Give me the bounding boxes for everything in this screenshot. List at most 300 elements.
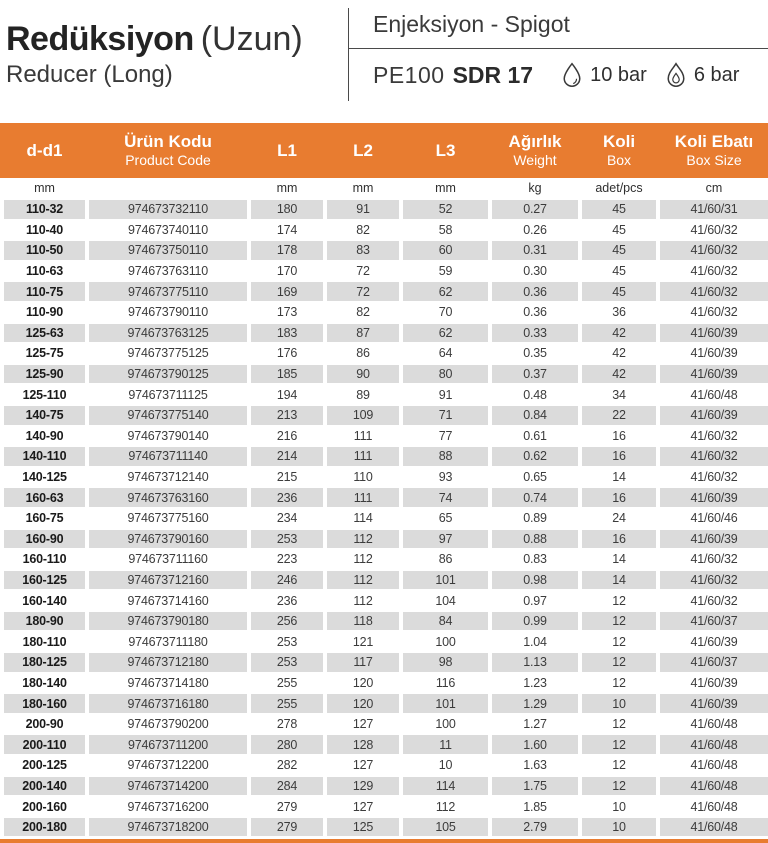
table-row	[0, 530, 768, 549]
table-cell: 112	[353, 593, 373, 608]
unit-cell: mm	[435, 181, 456, 195]
table-cell: 41/60/39	[660, 694, 768, 713]
table-row	[0, 571, 768, 590]
table-cell: 41/60/39	[660, 365, 768, 384]
table-cell: 213	[251, 406, 323, 425]
size-cell: 125-110	[22, 387, 67, 402]
table-cell: 974673711140	[89, 447, 247, 466]
table-cell: 62	[403, 282, 488, 301]
size-cell: 140-75	[4, 406, 85, 425]
page-title	[6, 20, 303, 58]
table-cell: 86	[356, 346, 370, 361]
size-cell: 180-110	[22, 634, 67, 649]
size-cell: 160-75	[25, 511, 64, 526]
table-cell: 41/60/37	[660, 653, 768, 672]
table-cell: 41/60/48	[690, 799, 738, 814]
table-cell: 974673712160	[89, 571, 247, 590]
table-cell: 45	[582, 241, 656, 260]
table-cell: 974673711160	[128, 552, 208, 567]
table-cell: 116	[435, 675, 456, 690]
table-cell: 974673711125	[128, 387, 208, 402]
col-label: L1	[277, 140, 297, 160]
table-cell: 974673790180	[89, 612, 247, 631]
unit-cell: kg	[528, 181, 542, 195]
table-cell: 1.04	[523, 634, 547, 649]
table-cell: 0.48	[523, 387, 547, 402]
table-cell: 0.36	[492, 282, 578, 301]
table-cell: 104	[435, 593, 456, 608]
table-cell: 12	[612, 634, 626, 649]
unit-cell: cm	[705, 181, 723, 195]
table-cell: 0.88	[492, 530, 578, 549]
table-cell: 42	[582, 365, 656, 384]
col-header-box	[582, 123, 656, 178]
table-cell: 16	[582, 447, 656, 466]
table-cell: 97	[403, 530, 488, 549]
table-body	[0, 198, 768, 838]
col-label: Koli Ebatı	[674, 132, 754, 151]
table-cell: 117	[327, 653, 399, 672]
table-cell: 974673712140	[127, 470, 209, 485]
table-cell: 253	[276, 634, 298, 649]
table-row	[0, 550, 768, 569]
table-cell: 59	[438, 264, 453, 279]
table-cell: 0.83	[523, 552, 547, 567]
table-cell: 16	[582, 530, 656, 549]
table-cell: 34	[612, 387, 626, 402]
table-cell: 974673716180	[89, 694, 247, 713]
table-cell: 41/60/32	[690, 428, 738, 443]
table-row	[0, 674, 768, 693]
table-cell: 41/60/37	[660, 612, 768, 631]
table-cell: 60	[403, 241, 488, 260]
table-cell: 45	[612, 264, 626, 279]
table-row	[0, 756, 768, 775]
table-row	[0, 612, 768, 631]
table-row	[0, 591, 768, 610]
table-cell: 255	[251, 694, 323, 713]
table-cell: 91	[327, 200, 399, 219]
table-cell: 42	[582, 324, 656, 343]
table-cell: 120	[327, 694, 399, 713]
table-cell: 14	[612, 552, 626, 567]
table-cell: 176	[276, 346, 298, 361]
table-cell: 974673775125	[127, 346, 209, 361]
unit-cell: adet/pcs	[595, 181, 643, 195]
size-cell: 160-125	[4, 571, 85, 590]
table-cell: 16	[612, 428, 626, 443]
table-cell: 112	[353, 552, 373, 567]
table-cell: 284	[251, 777, 323, 796]
table-cell: 974673763110	[127, 264, 209, 279]
table-cell: 2.79	[492, 818, 578, 837]
table-cell: 114	[353, 511, 373, 526]
table-cell: 974673763125	[89, 324, 247, 343]
page-header	[0, 0, 768, 123]
table-cell: 974673714180	[127, 675, 209, 690]
table-cell: 105	[403, 818, 488, 837]
table-cell: 12	[582, 735, 656, 754]
table-cell: 90	[327, 365, 399, 384]
table-cell: 14	[582, 571, 656, 590]
table-row	[0, 509, 768, 528]
table-cell: 64	[438, 346, 453, 361]
table-cell: 112	[327, 530, 399, 549]
size-cell: 140-125	[22, 470, 67, 485]
table-row	[0, 653, 768, 672]
table-row	[0, 735, 768, 754]
table-cell: 100	[435, 717, 456, 732]
table-cell: 127	[352, 717, 374, 732]
water-rating-value: 10 bar	[590, 63, 647, 86]
table-cell: 125	[327, 818, 399, 837]
table-row	[0, 262, 768, 281]
table-cell: 12	[612, 593, 626, 608]
connection-type: Enjeksiyon - Spigot	[373, 10, 570, 37]
table-cell: 0.74	[492, 488, 578, 507]
table-cell: 0.99	[492, 612, 578, 631]
sdr-label: SDR 17	[452, 61, 534, 88]
table-cell: 41/60/48	[690, 758, 738, 773]
col-sublabel: Weight	[513, 152, 557, 168]
size-cell: 125-90	[4, 365, 85, 384]
table-cell: 98	[403, 653, 488, 672]
table-cell: 974673714160	[127, 593, 209, 608]
size-cell: 160-90	[4, 530, 85, 549]
col-label: Koli	[602, 132, 636, 151]
table-cell: 974673775110	[89, 282, 247, 301]
table-row	[0, 221, 768, 240]
table-cell: 216	[276, 428, 298, 443]
table-cell: 70	[438, 305, 453, 320]
table-cell: 101	[403, 694, 488, 713]
table-cell: 0.97	[523, 593, 547, 608]
table-cell: 45	[582, 200, 656, 219]
table-cell: 246	[251, 571, 323, 590]
table-cell: 1.75	[492, 777, 578, 796]
table-cell: 41/60/32	[660, 447, 768, 466]
table-cell: 111	[327, 447, 399, 466]
table-cell: 256	[251, 612, 323, 631]
table-cell: 0.98	[492, 571, 578, 590]
table-header-band	[0, 123, 768, 178]
table-cell: 10	[612, 799, 626, 814]
table-cell: 173	[276, 305, 298, 320]
col-header-weight	[492, 123, 578, 178]
table-cell: 278	[276, 717, 298, 732]
table-row	[0, 241, 768, 260]
table-cell: 974673716200	[127, 799, 209, 814]
table-cell: 77	[438, 428, 453, 443]
col-sublabel: Box Size	[686, 152, 742, 168]
table-row	[0, 406, 768, 425]
size-cell: 200-160	[22, 799, 67, 814]
gas-rating-value: 6 bar	[693, 63, 740, 86]
page-subtitle: Reducer (Long)	[6, 61, 173, 88]
table-cell: 185	[251, 365, 323, 384]
table-cell: 12	[582, 777, 656, 796]
table-cell: 91	[438, 387, 453, 402]
size-cell: 110-50	[4, 241, 85, 260]
table-cell: 41/60/39	[660, 530, 768, 549]
table-cell: 128	[327, 735, 399, 754]
table-row	[0, 777, 768, 796]
size-cell: 200-110	[4, 735, 85, 754]
table-cell: 127	[352, 758, 374, 773]
table-cell: 974673790160	[89, 530, 247, 549]
table-cell: 65	[438, 511, 453, 526]
table-cell: 41/60/39	[660, 406, 768, 425]
table-cell: 62	[403, 324, 488, 343]
table-cell: 41/60/48	[690, 717, 738, 732]
table-cell: 12	[612, 675, 626, 690]
unit-cell: mm	[34, 181, 55, 195]
table-cell: 974673718200	[89, 818, 247, 837]
table-cell: 93	[438, 470, 453, 485]
table-cell: 41/60/32	[660, 282, 768, 301]
table-cell: 41/60/39	[660, 324, 768, 343]
table-cell: 10	[582, 694, 656, 713]
table-cell: 1.85	[523, 799, 547, 814]
table-cell: 974673732110	[89, 200, 247, 219]
table-cell: 41/60/32	[690, 222, 738, 237]
bottom-accent-bar	[0, 839, 768, 843]
table-cell: 41/60/39	[690, 675, 738, 690]
table-cell: 0.37	[492, 365, 578, 384]
table-cell: 280	[251, 735, 323, 754]
size-cell: 110-90	[25, 305, 64, 320]
table-cell: 0.26	[523, 222, 547, 237]
table-cell: 974673790125	[89, 365, 247, 384]
table-cell: 16	[582, 488, 656, 507]
table-cell: 1.29	[492, 694, 578, 713]
table-row	[0, 632, 768, 651]
table-cell: 253	[251, 653, 323, 672]
table-cell: 174	[276, 222, 298, 237]
table-cell: 0.89	[523, 511, 547, 526]
table-cell: 170	[276, 264, 298, 279]
col-sublabel: Product Code	[125, 152, 211, 168]
table-cell: 0.30	[523, 264, 547, 279]
table-cell: 1.13	[492, 653, 578, 672]
table-cell: 82	[356, 222, 370, 237]
col-header-product-code	[89, 123, 247, 178]
table-cell: 974673712180	[89, 653, 247, 672]
table-cell: 279	[251, 818, 323, 837]
table-row	[0, 365, 768, 384]
size-cell: 180-90	[4, 612, 85, 631]
table-cell: 974673763160	[89, 488, 247, 507]
table-cell: 183	[251, 324, 323, 343]
table-row	[0, 344, 768, 363]
table-cell: 41/60/39	[660, 488, 768, 507]
table-cell: 0.61	[523, 428, 547, 443]
water-drop-icon	[559, 61, 585, 89]
size-cell: 160-110	[22, 552, 67, 567]
table-cell: 120	[352, 675, 374, 690]
table-cell: 974673775140	[89, 406, 247, 425]
table-cell: 236	[251, 488, 323, 507]
table-cell: 11	[403, 735, 488, 754]
table-cell: 974673790200	[127, 717, 209, 732]
table-cell: 52	[403, 200, 488, 219]
size-cell: 110-40	[25, 222, 64, 237]
table-cell: 236	[276, 593, 298, 608]
col-label: Ürün Kodu	[124, 132, 212, 151]
table-cell: 111	[353, 428, 373, 443]
table-cell: 10	[582, 818, 656, 837]
table-cell: 12	[582, 612, 656, 631]
flame-icon	[663, 61, 689, 89]
table-cell: 84	[403, 612, 488, 631]
table-cell: 0.36	[523, 305, 547, 320]
table-row	[0, 488, 768, 507]
size-cell: 110-75	[4, 282, 85, 301]
table-cell: 36	[612, 305, 626, 320]
table-cell: 223	[276, 552, 298, 567]
table-cell: 74	[403, 488, 488, 507]
table-cell: 974673775160	[127, 511, 209, 526]
table-cell: 112	[327, 571, 399, 590]
unit-cell: mm	[352, 181, 374, 195]
size-cell: 200-180	[4, 818, 85, 837]
units-row	[0, 178, 768, 198]
table-cell: 88	[403, 447, 488, 466]
unit-cell	[89, 178, 247, 198]
table-row	[0, 797, 768, 816]
material-spec-row	[349, 49, 768, 101]
table-cell: 111	[327, 488, 399, 507]
table-cell: 41/60/32	[660, 571, 768, 590]
table-cell: 169	[251, 282, 323, 301]
table-cell: 0.33	[492, 324, 578, 343]
table-cell: 101	[403, 571, 488, 590]
table-row	[0, 468, 768, 487]
size-cell: 110-63	[25, 264, 64, 279]
table-cell: 72	[327, 282, 399, 301]
table-cell: 24	[612, 511, 626, 526]
table-cell: 279	[276, 799, 298, 814]
size-cell: 160-63	[4, 488, 85, 507]
table-row	[0, 200, 768, 219]
table-cell: 41/60/32	[690, 264, 738, 279]
table-cell: 974673712200	[127, 758, 209, 773]
col-header-l1	[251, 123, 323, 178]
table-cell: 45	[582, 282, 656, 301]
material-label: PE100	[373, 61, 445, 88]
col-header-box-size	[660, 123, 768, 178]
table-cell: 22	[582, 406, 656, 425]
table-cell: 0.62	[492, 447, 578, 466]
col-label: L3	[435, 140, 456, 160]
table-cell: 14	[612, 470, 626, 485]
table-cell: 112	[435, 799, 456, 814]
table-row	[0, 715, 768, 734]
table-cell: 0.65	[523, 470, 547, 485]
size-cell: 160-140	[22, 593, 67, 608]
table-cell: 118	[327, 612, 399, 631]
table-cell: 1.60	[492, 735, 578, 754]
table-cell: 121	[352, 634, 374, 649]
size-cell: 125-63	[4, 324, 85, 343]
table-cell: 1.27	[523, 717, 547, 732]
table-cell: 1.23	[523, 675, 547, 690]
table-cell: 282	[276, 758, 298, 773]
table-cell: 41/60/39	[690, 346, 738, 361]
table-row	[0, 282, 768, 301]
size-cell: 180-125	[4, 653, 85, 672]
spec-block	[349, 0, 768, 101]
size-cell: 180-160	[4, 694, 85, 713]
size-cell: 200-140	[4, 777, 85, 796]
table-cell: 80	[403, 365, 488, 384]
table-cell: 58	[438, 222, 453, 237]
table-cell: 974673790140	[127, 428, 209, 443]
table-cell: 41/60/48	[660, 818, 768, 837]
table-cell: 42	[612, 346, 626, 361]
gas-rating	[663, 61, 740, 89]
table-cell: 41/60/32	[690, 470, 738, 485]
size-cell: 110-32	[4, 200, 85, 219]
table-row	[0, 385, 768, 404]
col-header-l3	[403, 123, 488, 178]
size-cell: 200-125	[22, 758, 67, 773]
table-cell: 0.35	[523, 346, 547, 361]
table-row	[0, 818, 768, 837]
unit-cell: mm	[276, 181, 298, 195]
table-cell: 234	[276, 511, 298, 526]
table-cell: 974673714200	[89, 777, 247, 796]
table-cell: 86	[438, 552, 453, 567]
col-label: L2	[353, 140, 373, 160]
table-cell: 178	[251, 241, 323, 260]
title-block	[6, 20, 303, 89]
table-cell: 41/60/32	[660, 241, 768, 260]
table-cell: 974673790110	[127, 305, 209, 320]
size-cell: 125-75	[25, 346, 64, 361]
table-cell: 89	[356, 387, 370, 402]
size-cell: 140-110	[4, 447, 85, 466]
table-cell: 194	[276, 387, 298, 402]
table-cell: 100	[435, 634, 456, 649]
table-cell: 87	[327, 324, 399, 343]
table-cell: 83	[327, 241, 399, 260]
page-title-main: Redüksiyon	[6, 20, 194, 58]
table-cell: 12	[612, 717, 626, 732]
table-cell: 10	[438, 758, 453, 773]
table-row	[0, 303, 768, 322]
table-cell: 41/60/32	[690, 552, 738, 567]
table-cell: 0.27	[492, 200, 578, 219]
table-cell: 41/60/48	[660, 735, 768, 754]
table-cell: 0.31	[492, 241, 578, 260]
table-cell: 12	[582, 653, 656, 672]
table-cell: 41/60/31	[660, 200, 768, 219]
table-row	[0, 427, 768, 446]
table-cell: 974673750110	[89, 241, 247, 260]
water-rating	[559, 61, 647, 89]
table-cell: 215	[276, 470, 298, 485]
table-cell: 129	[327, 777, 399, 796]
table-cell: 127	[352, 799, 374, 814]
table-cell: 71	[403, 406, 488, 425]
table-row	[0, 694, 768, 713]
size-cell: 140-90	[25, 428, 64, 443]
col-sublabel: Box	[606, 152, 632, 168]
page-title-suffix: (Uzun)	[200, 20, 303, 58]
col-label: d-d1	[26, 140, 63, 160]
table-row	[0, 324, 768, 343]
